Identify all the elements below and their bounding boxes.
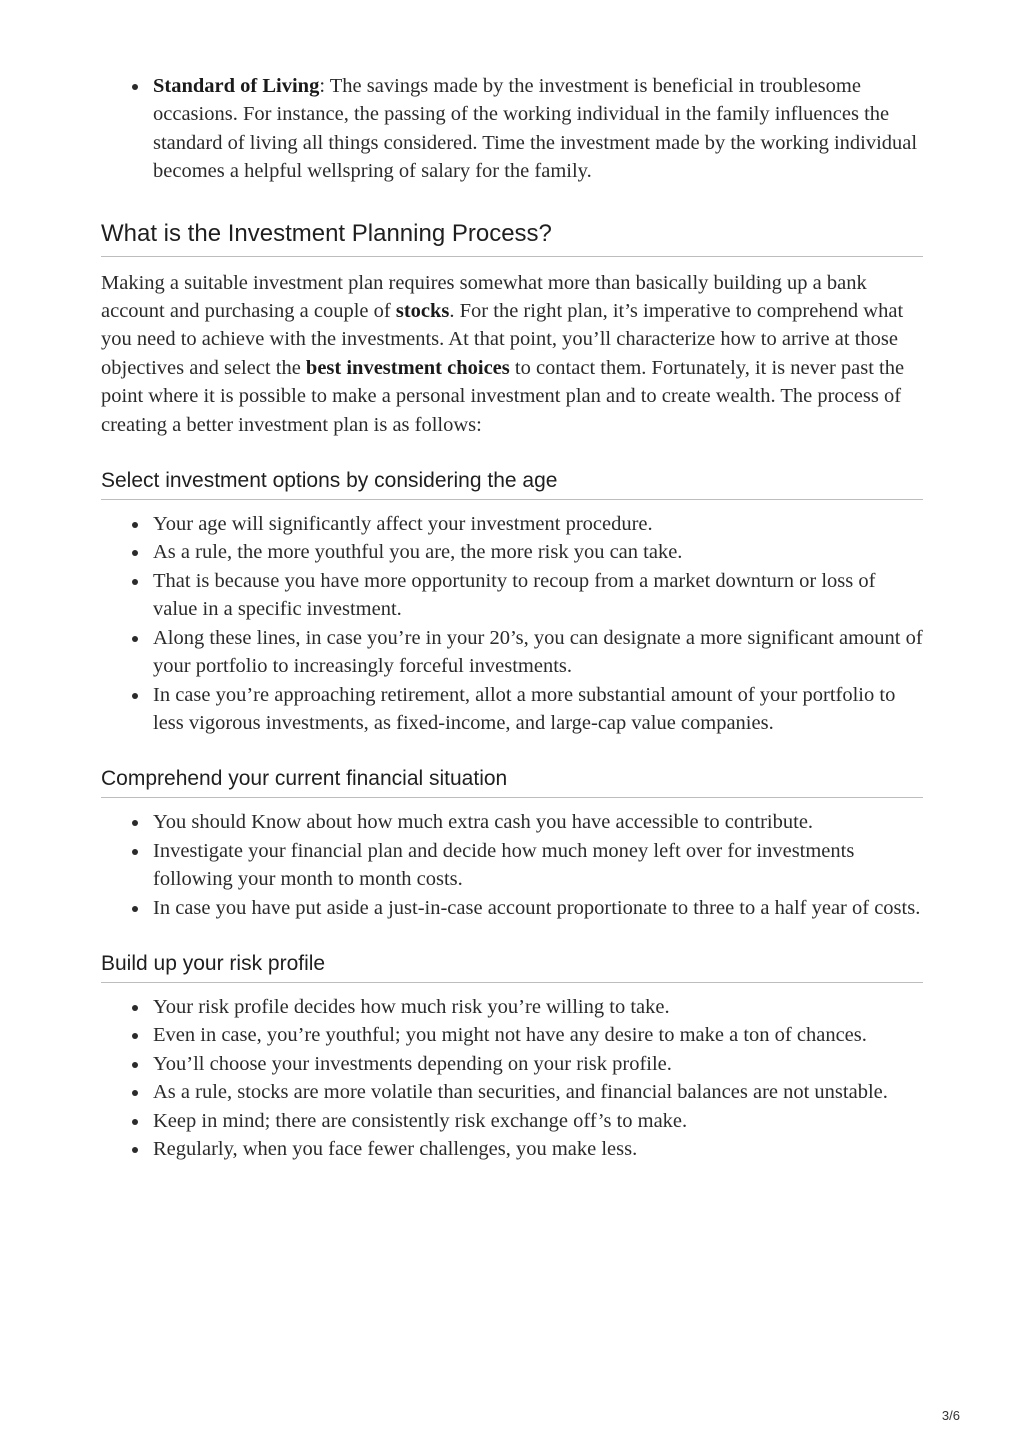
list-item: As a rule, the more youthful you are, the more risk you can take. [153,538,923,566]
term-definition: : The savings made by the investment is beneficial in troublesome occasions. For instance, the passing of the working individual in the family influences the standard of living all things considered. Time the investment made by the working individual becomes a helpful wellspring of salary for the family. [153,75,918,183]
age-bullet-list [101,510,923,737]
subsection-heading: Build up your risk profile [101,952,923,983]
risk-bullet-list [101,993,923,1163]
financial-bullet-list [101,808,923,922]
list-item: Your age will significantly affect your investment procedure. [153,510,923,538]
list-item: Even in case, you’re youthful; you might not have any desire to make a ton of chances. [153,1021,923,1049]
paragraph-text: . For the right plan, it’s imperative to comprehend what you need to achieve with the investments. At that point, you’ll characterize how to arrive at those objectives and select the [101,300,904,379]
subsection-heading: Comprehend your current financial situation [101,767,923,798]
section-paragraph [101,269,923,439]
best-choices-bold: best investment choices [305,356,510,379]
list-item: Your risk profile decides how much risk you’re willing to take. [153,993,923,1021]
list-item: Keep in mind; there are consistently risk exchange off’s to make. [153,1107,923,1135]
stocks-bold: stocks [395,300,450,323]
list-item: Investigate your financial plan and decide how much money left over for investments following your month to month costs. [153,837,923,894]
intro-list [101,72,923,220]
list-item: You should Know about how much extra cash you have accessible to contribute. [153,808,923,836]
list-item: You’ll choose your investments depending on your risk profile. [153,1050,923,1078]
section-heading: What is the Investment Planning Process? [101,220,923,257]
list-item: Along these lines, in case you’re in your 20’s, you can designate a more significant amount of your portfolio to increasingly forceful investments. [153,624,923,681]
list-item: That is because you have more opportunity to recoup from a market downturn or loss of value in a specific investment. [153,567,923,624]
list-item: As a rule, stocks are more volatile than securities, and financial balances are not unstable. [153,1078,923,1106]
subsection-heading: Select investment options by considering the age [101,469,923,500]
paragraph-text: Making a suitable investment plan requires somewhat more than basically building up a bank account and purchasing a couple of [101,271,867,323]
paragraph-text: to contact them. Fortunately, it is never past the point where it is possible to make a personal investment plan and to create wealth. The process of creating a better investment plan is as follows: [101,356,905,436]
list-item [153,72,923,186]
list-item: In case you’re approaching retirement, allot a more substantial amount of your portfolio to less vigorous investments, as fixed-income, and large-cap value companies. [153,681,923,738]
term-bold: Standard of Living [153,75,320,97]
list-item: In case you have put aside a just-in-case account proportionate to three to a half year of costs. [153,894,923,922]
document-content [101,72,923,1163]
list-item: Regularly, when you face fewer challenges, you make less. [153,1135,923,1163]
page-number: 3/6 [941,1408,960,1423]
